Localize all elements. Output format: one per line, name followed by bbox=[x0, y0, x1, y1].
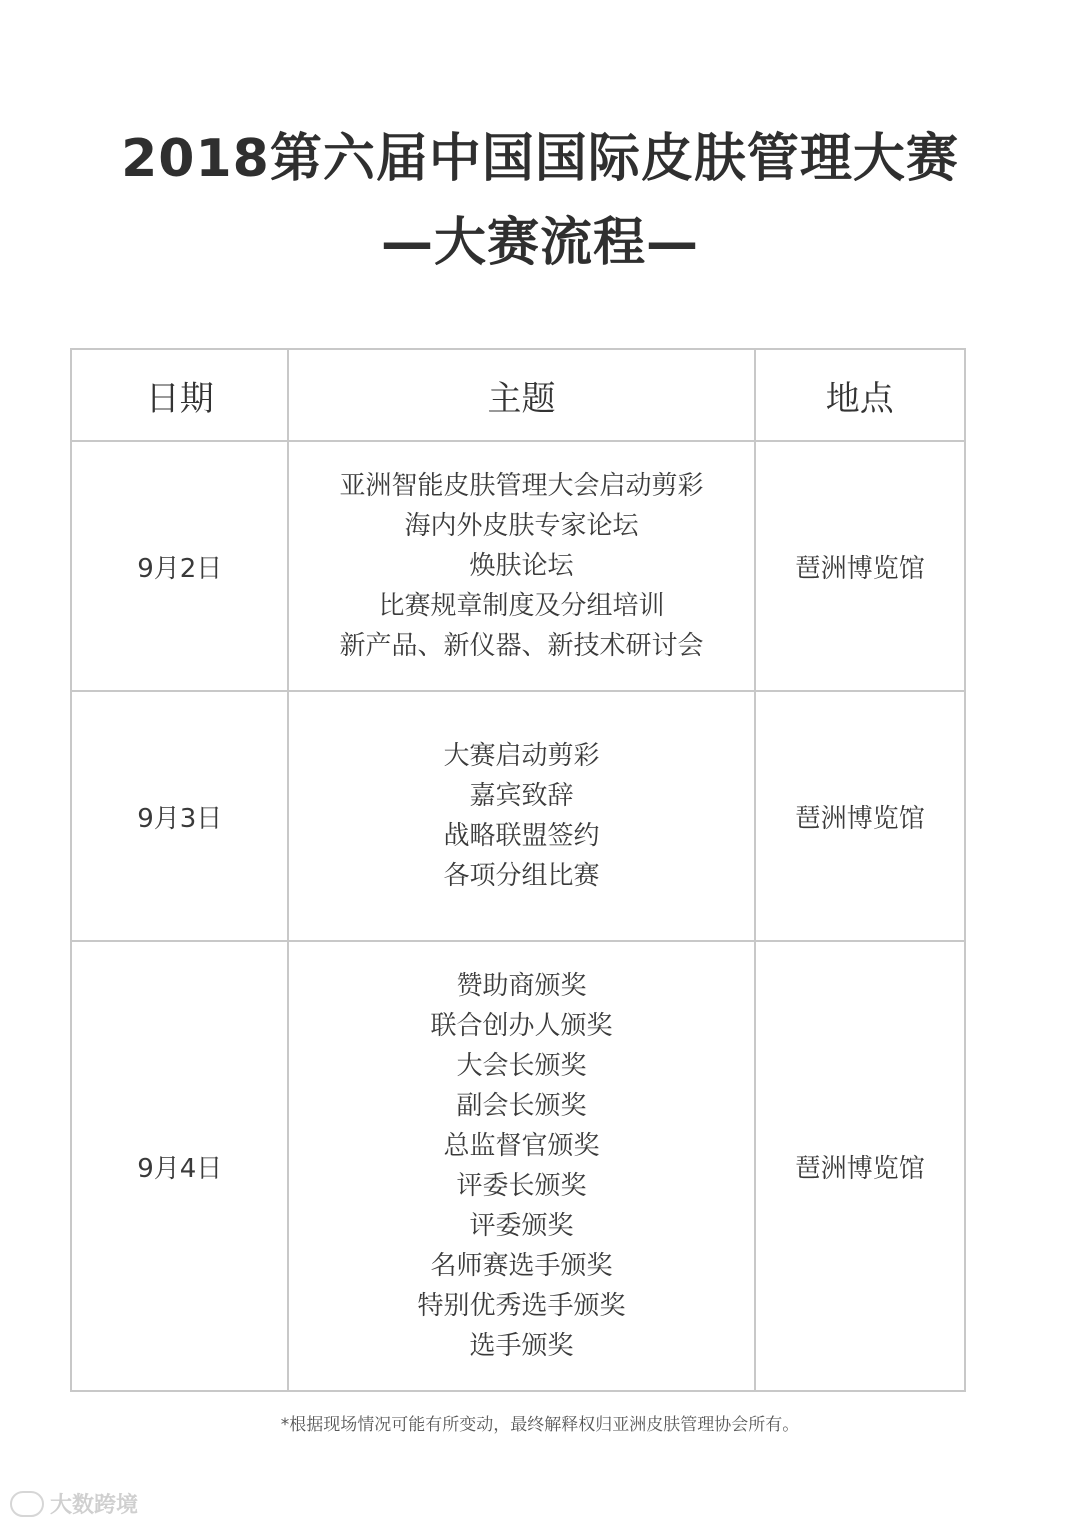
topic-item: 战略联盟签约 bbox=[443, 821, 600, 851]
topic-list bbox=[289, 966, 753, 1366]
footnote: *根据现场情况可能有所变动，最终解释权归亚洲皮肤管理协会所有。 bbox=[280, 1415, 800, 1435]
topic-cell bbox=[288, 441, 754, 691]
topic-item: 赞助商颁奖 bbox=[456, 971, 587, 1001]
table-header-row bbox=[71, 349, 965, 441]
topic-item: 名师赛选手颁奖 bbox=[430, 1251, 613, 1281]
topic-list bbox=[289, 736, 753, 896]
table-row bbox=[71, 941, 965, 1391]
topic-item: 比赛规章制度及分组培训 bbox=[378, 591, 665, 621]
watermark bbox=[10, 1488, 138, 1519]
watermark-text: 大数跨境 bbox=[50, 1493, 139, 1518]
table-row bbox=[71, 691, 965, 941]
topic-cell bbox=[288, 691, 754, 941]
page-title: 2018第六届中国国际皮肤管理大赛 bbox=[121, 129, 959, 189]
venue-cell: 琶洲博览馆 bbox=[755, 691, 965, 941]
topic-item: 评委颁奖 bbox=[469, 1211, 574, 1241]
topic-item: 评委长颁奖 bbox=[456, 1171, 587, 1201]
date-cell: 9月4日 bbox=[71, 941, 288, 1391]
topic-item: 副会长颁奖 bbox=[456, 1091, 587, 1121]
venue-cell: 琶洲博览馆 bbox=[755, 441, 965, 691]
brand-logo-icon bbox=[10, 1491, 44, 1517]
topic-item: 海内外皮肤专家论坛 bbox=[404, 511, 639, 541]
topic-cell bbox=[288, 941, 754, 1391]
topic-item: 联合创办人颁奖 bbox=[430, 1011, 613, 1041]
topic-item: 新产品、新仪器、新技术研讨会 bbox=[339, 631, 704, 661]
venue-cell: 琶洲博览馆 bbox=[755, 941, 965, 1391]
page-subtitle: —大赛流程— bbox=[380, 213, 699, 273]
topic-item: 大赛启动剪彩 bbox=[443, 741, 600, 771]
topic-item: 各项分组比赛 bbox=[443, 861, 600, 891]
topic-item: 嘉宾致辞 bbox=[469, 781, 574, 811]
date-cell: 9月2日 bbox=[71, 441, 288, 691]
topic-item: 大会长颁奖 bbox=[456, 1051, 587, 1081]
header-date: 日期 bbox=[71, 349, 288, 441]
topic-item: 亚洲智能皮肤管理大会启动剪彩 bbox=[339, 471, 704, 501]
topic-item: 总监督官颁奖 bbox=[443, 1131, 600, 1161]
header-venue: 地点 bbox=[755, 349, 965, 441]
table-row bbox=[71, 441, 965, 691]
schedule-table bbox=[70, 348, 966, 1392]
topic-item: 焕肤论坛 bbox=[469, 551, 574, 581]
topic-item: 特别优秀选手颁奖 bbox=[417, 1291, 626, 1321]
header-topic: 主题 bbox=[288, 349, 754, 441]
date-cell: 9月3日 bbox=[71, 691, 288, 941]
topic-item: 选手颁奖 bbox=[469, 1331, 574, 1361]
topic-list bbox=[289, 466, 753, 666]
